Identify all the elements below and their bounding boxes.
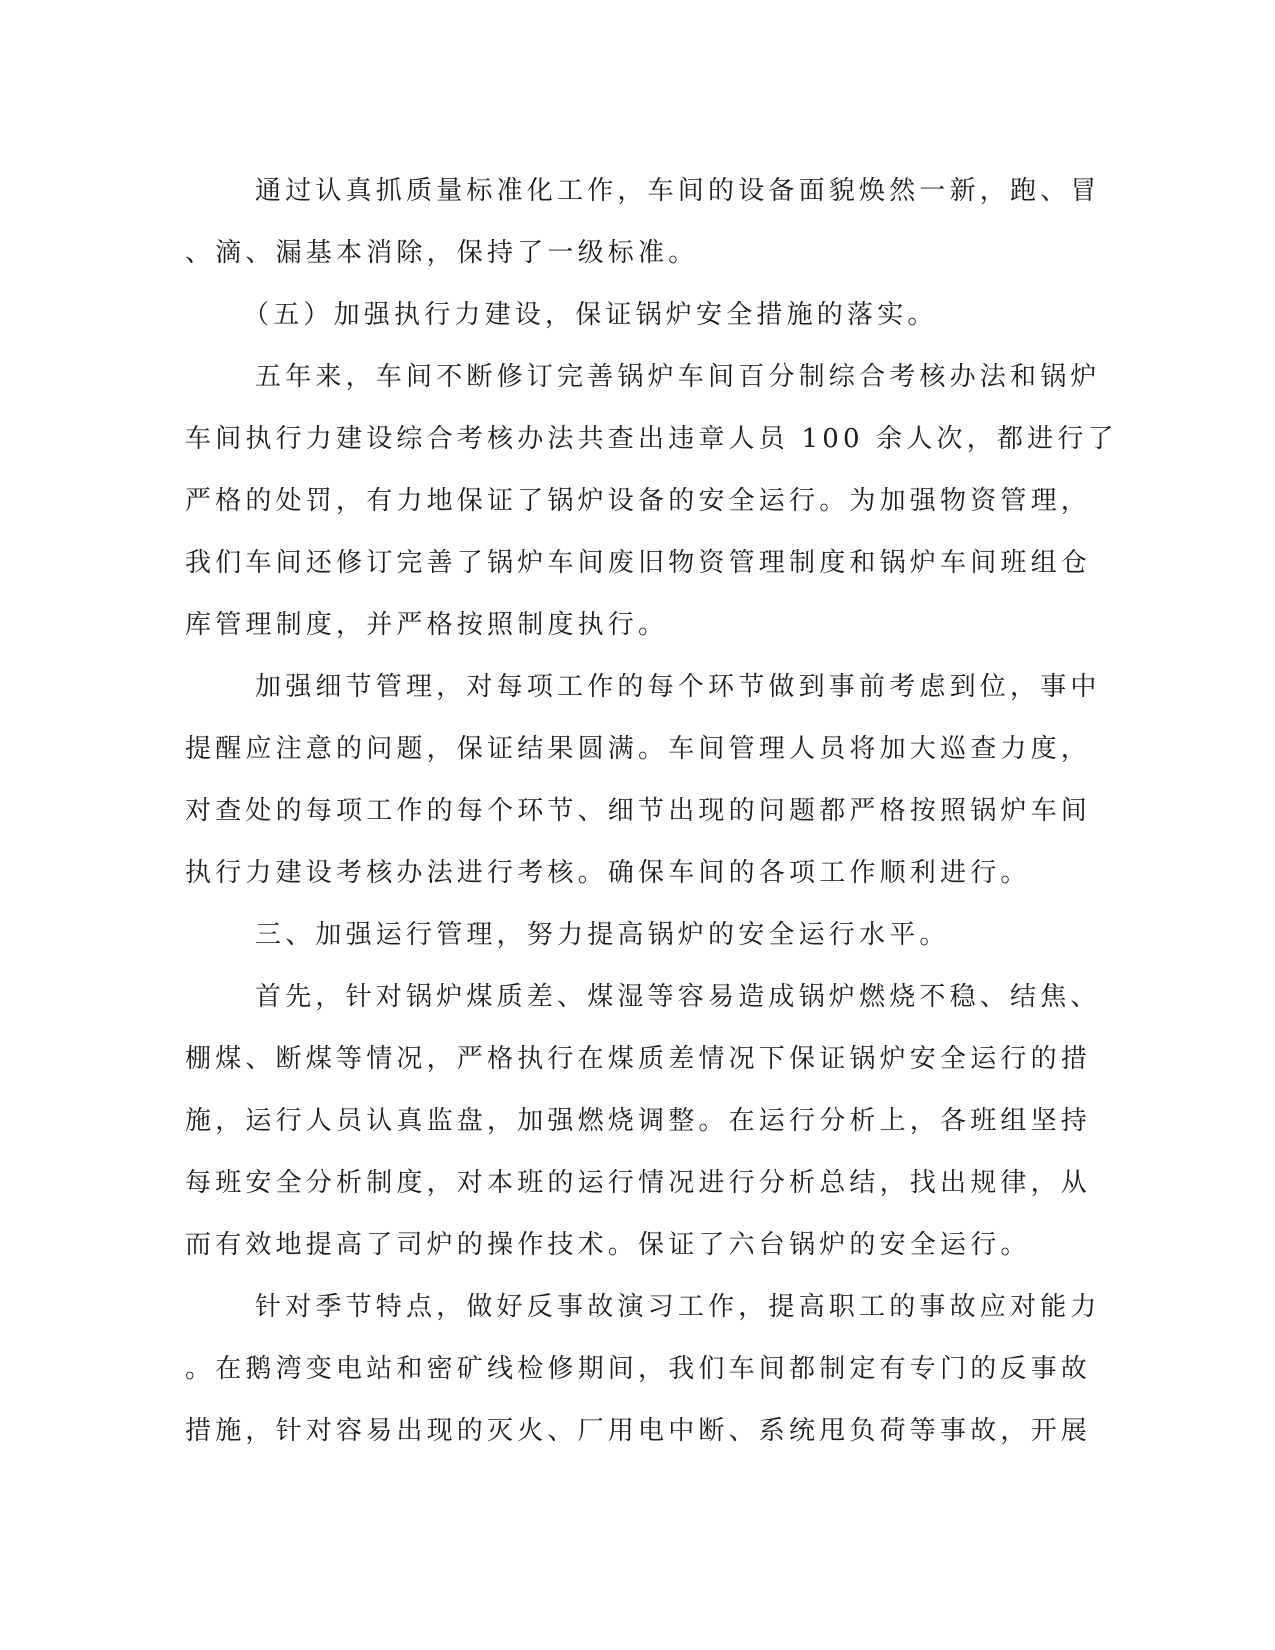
- text-line: 对查处的每项工作的每个环节、细节出现的问题都严格按照锅炉车间: [185, 796, 1092, 826]
- text-line: 执行力建设考核办法进行考核。确保车间的各项工作顺利进行。: [185, 858, 1031, 888]
- section-heading: （五）加强执行力建设，保证锅炉安全措施的落实。: [243, 300, 938, 330]
- text-line: 严格的处罚，有力地保证了锅炉设备的安全运行。为加强物资管理，: [185, 486, 1092, 516]
- text-line: 而有效地提高了司炉的操作技术。保证了六台锅炉的安全运行。: [185, 1230, 1031, 1260]
- text-line: 针对季节特点，做好反事故演习工作，提高职工的事故应对能力: [255, 1292, 1101, 1322]
- text-line: 棚煤、断煤等情况，严格执行在煤质差情况下保证锅炉安全运行的措: [185, 1044, 1092, 1074]
- text-line: 提醒应注意的问题，保证结果圆满。车间管理人员将加大巡查力度，: [185, 734, 1092, 764]
- text-line: 车间执行力建设综合考核办法共查出违章人员 100 余人次，都进行了: [185, 424, 1118, 454]
- text-line: 每班安全分析制度，对本班的运行情况进行分析总结，找出规律，从: [185, 1168, 1092, 1198]
- text-line: 通过认真抓质量标准化工作，车间的设备面貌焕然一新，跑、冒: [255, 176, 1101, 206]
- text-line: 、滴、漏基本消除，保持了一级标准。: [185, 238, 699, 268]
- text-line: 五年来，车间不断修订完善锅炉车间百分制综合考核办法和锅炉: [255, 362, 1101, 392]
- text-line: 我们车间还修订完善了锅炉车间废旧物资管理制度和锅炉车间班组仓: [185, 548, 1092, 578]
- document-body: [185, 160, 1118, 1462]
- text-line: 加强细节管理，对每项工作的每个环节做到事前考虑到位，事中: [255, 672, 1101, 702]
- text-line: 首先，针对锅炉煤质差、煤湿等容易造成锅炉燃烧不稳、结焦、: [255, 982, 1101, 1012]
- section-heading: 三、加强运行管理，努力提高锅炉的安全运行水平。: [255, 920, 950, 950]
- text-line: 。在鹅湾变电站和密矿线检修期间，我们车间都制定有专门的反事故: [185, 1354, 1092, 1384]
- text-line: 库管理制度，并严格按照制度执行。: [185, 610, 669, 640]
- text-line: 措施，针对容易出现的灭火、厂用电中断、系统甩负荷等事故，开展: [185, 1416, 1092, 1446]
- text-line: 施，运行人员认真监盘，加强燃烧调整。在运行分析上，各班组坚持: [185, 1106, 1092, 1136]
